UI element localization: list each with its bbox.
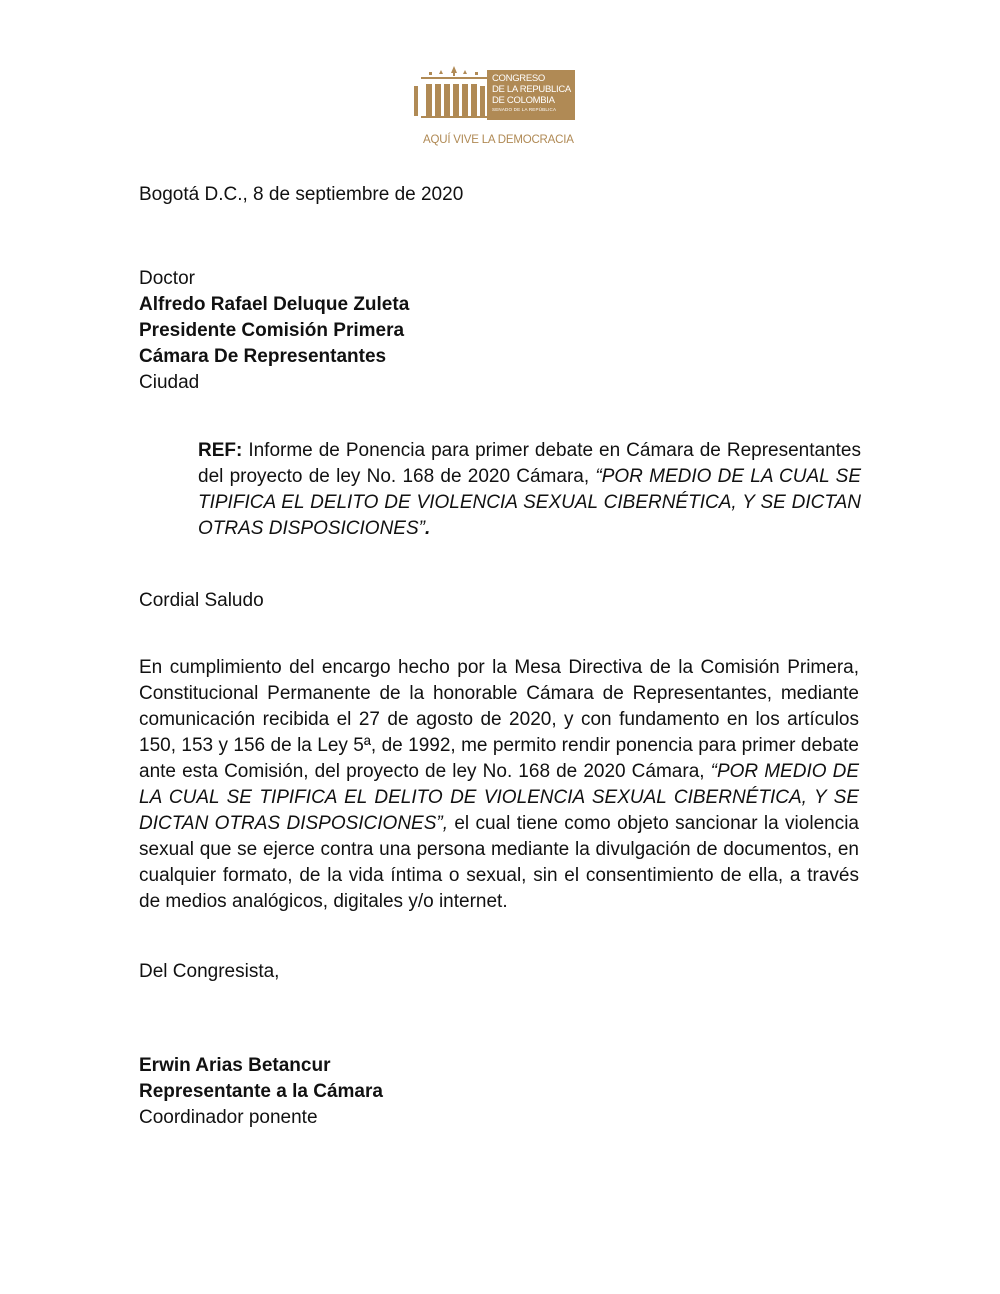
addressee-city: Ciudad (139, 372, 200, 393)
signature-block (139, 1053, 383, 1131)
ref-bill-title: “POR MEDIO DE LA CUAL SE TIPIFICA EL DELITO DE VIOLENCIA SEXUAL CIBERNÉTICA, Y SE DICTAN OTRAS DISPOSICIONES” (198, 466, 861, 539)
congress-logo (413, 66, 575, 148)
logo-line-1: CONGRESO (492, 73, 546, 84)
addressee-name: Alfredo Rafael Deluque Zuleta (139, 294, 410, 315)
logo-tagline: AQUÍ VIVE LA DEMOCRACIA (423, 134, 574, 146)
signer-role: Coordinador ponente (139, 1107, 318, 1128)
signer-name: Erwin Arias Betancur (139, 1055, 331, 1076)
addressee-position: Presidente Comisión Primera (139, 320, 405, 341)
body-text-part1: En cumplimiento del encargo hecho por la Mesa Directiva de la Comisión Primera, Constitucional Permanente de la honorable Cámara de Representantes, mediante comunicación recibida el 27 de agosto de 2020, y con fundamento en los artículos 150, 153 y 156 de la Ley 5ª, de 1992, me permito rendir ponencia para primer debate ante esta Comisión, del proyecto de ley No. 168 de 2020 Cámara, (139, 657, 859, 782)
logo-line-3: DE COLOMBIA (492, 95, 555, 106)
letter-date: Bogotá D.C., 8 de septiembre de 2020 (139, 184, 464, 205)
ref-end: . (424, 518, 431, 539)
greeting: Cordial Saludo (139, 590, 264, 611)
capitol-building-icon (413, 66, 487, 120)
ref-text: Informe de Ponencia para primer debate en Cámara de Representantes del proyecto de ley No. 168 de 2020 Cámara, (198, 440, 861, 487)
ref-label: REF: (198, 440, 243, 461)
body-bill-title: “POR MEDIO DE LA CUAL SE TIPIFICA EL DELITO DE VIOLENCIA SEXUAL CIBERNÉTICA, Y SE DICTAN OTRAS DISPOSICIONES”, (139, 761, 859, 834)
reference-paragraph (198, 438, 861, 542)
logo-wordmark (487, 70, 575, 120)
addressee-chamber: Cámara De Representantes (139, 346, 387, 367)
body-paragraph (139, 655, 859, 915)
body-text-part2: el cual tiene como objeto sancionar la violencia sexual que se ejerce contra una persona mediante la divulgación de documentos, en cualquier formato, de la vida íntima o sexual, sin el consentimiento de ella, a través de medios analógicos, digitales y/o internet. (139, 813, 859, 912)
closing-line: Del Congresista, (139, 961, 280, 982)
signer-title: Representante a la Cámara (139, 1081, 383, 1102)
addressee-block (139, 266, 409, 396)
addressee-salutation-title: Doctor (139, 268, 195, 289)
logo-subline: SENADO DE LA REPÚBLICA (492, 107, 557, 112)
logo-line-2: DE LA REPUBLICA (492, 84, 571, 95)
